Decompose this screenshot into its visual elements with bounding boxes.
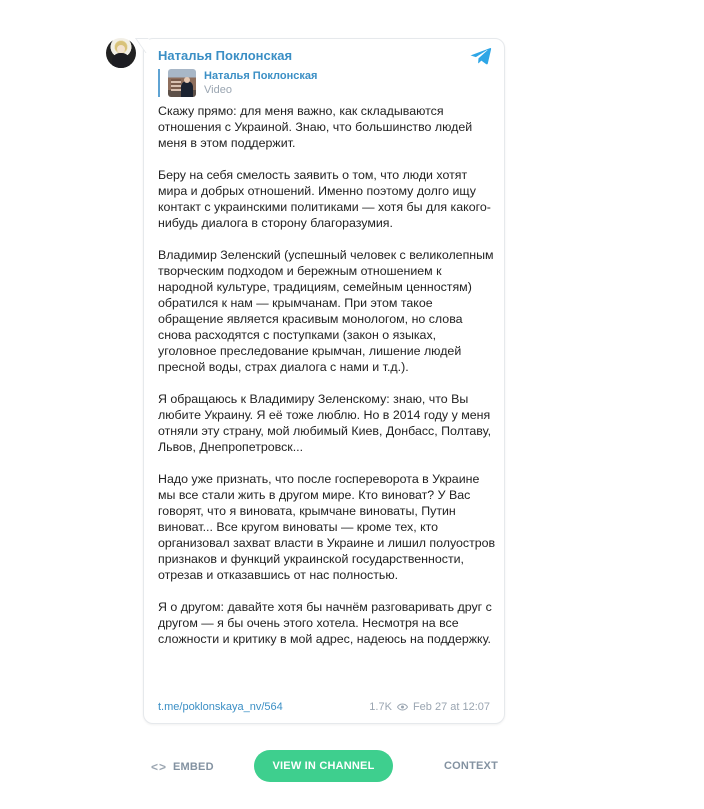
paragraph: Я о другом: давайте хотя бы начнём разговаривать друг с другом — я бы очень этого хотела. Несмотря на все сложности и критику в мой адрес, надеюсь на поддержку. [158,600,492,646]
view-in-channel-button[interactable]: VIEW IN CHANNEL [254,750,393,782]
paragraph: Я обращаюсь к Владимиру Зеленскому: знаю, что Вы любите Украину. Я её тоже люблю. Но в 2014 году у меня отняли эту страну, мой любимый Киев, Донбасс, Полтаву, Львов, Днепропетровск... [158,392,492,454]
thumbnail-person [181,81,193,97]
message-footer [158,699,490,715]
telegram-icon[interactable] [470,47,492,65]
forwarded-type: Video [204,84,232,96]
post-link[interactable]: t.me/poklonskaya_nv/564 [158,701,283,713]
eye-icon [397,703,408,711]
paragraph: Скажу прямо: для меня важно, как складываются отношения с Украиной. Знаю, что большинство людей меня в этом поддержит. [158,104,473,150]
thumbnail-building [171,79,181,91]
avatar-face [117,45,125,53]
paragraph: Владимир Зеленский (успешный человек с великолепным творческим подходом и бережным отношением к народной культуре, традициям, семейным ценностям) обратился к нам — крымчанам. При этом такое обращение является красивым монологом, но слова снова расходятся с поступками (закон о языках, уголовное преследование крымчан, лишение людей пресной воды, страх диалога с нами и т.д.). [158,248,494,374]
embed-label: EMBED [173,761,214,773]
author-name[interactable]: Наталья Поклонская [158,48,293,63]
embed-button[interactable] [151,760,214,774]
post-date[interactable]: Feb 27 at 12:07 [412,701,490,713]
action-bar [143,750,505,784]
post-meta [369,701,490,713]
code-icon: <> [151,760,168,774]
forwarded-name: Наталья Поклонская [204,70,318,82]
context-button[interactable]: CONTEXT [444,760,498,772]
paragraph: Надо уже признать, что после госпереворота в Украине мы все стали жить в другом мире. Кто виноват? У Вас говорят, что я виновата, крымчане виноваты, Путин виноват... Все кругом виноваты — кроме тех, кто организовал захват власти в Украине и лишил полуостров признаков и функций украинской государственности, отрезав и отказавшись от нас полностью. [158,472,496,582]
forwarded-from[interactable] [158,69,317,97]
avatar-body [112,53,130,68]
paragraph: Беру на себя смелость заявить о том, что люди хотят мира и добрых отношений. Именно поэтому долго ищу контакт с украинскими политиками — хотя бы для какого-нибудь диалога в сторону благоразумия. [158,168,491,230]
thumbnail-head [184,77,190,83]
message-text [158,103,498,647]
video-thumbnail[interactable] [168,69,196,97]
view-count: 1.7K [369,701,392,713]
channel-avatar[interactable] [106,38,136,68]
message-bubble [143,38,505,724]
